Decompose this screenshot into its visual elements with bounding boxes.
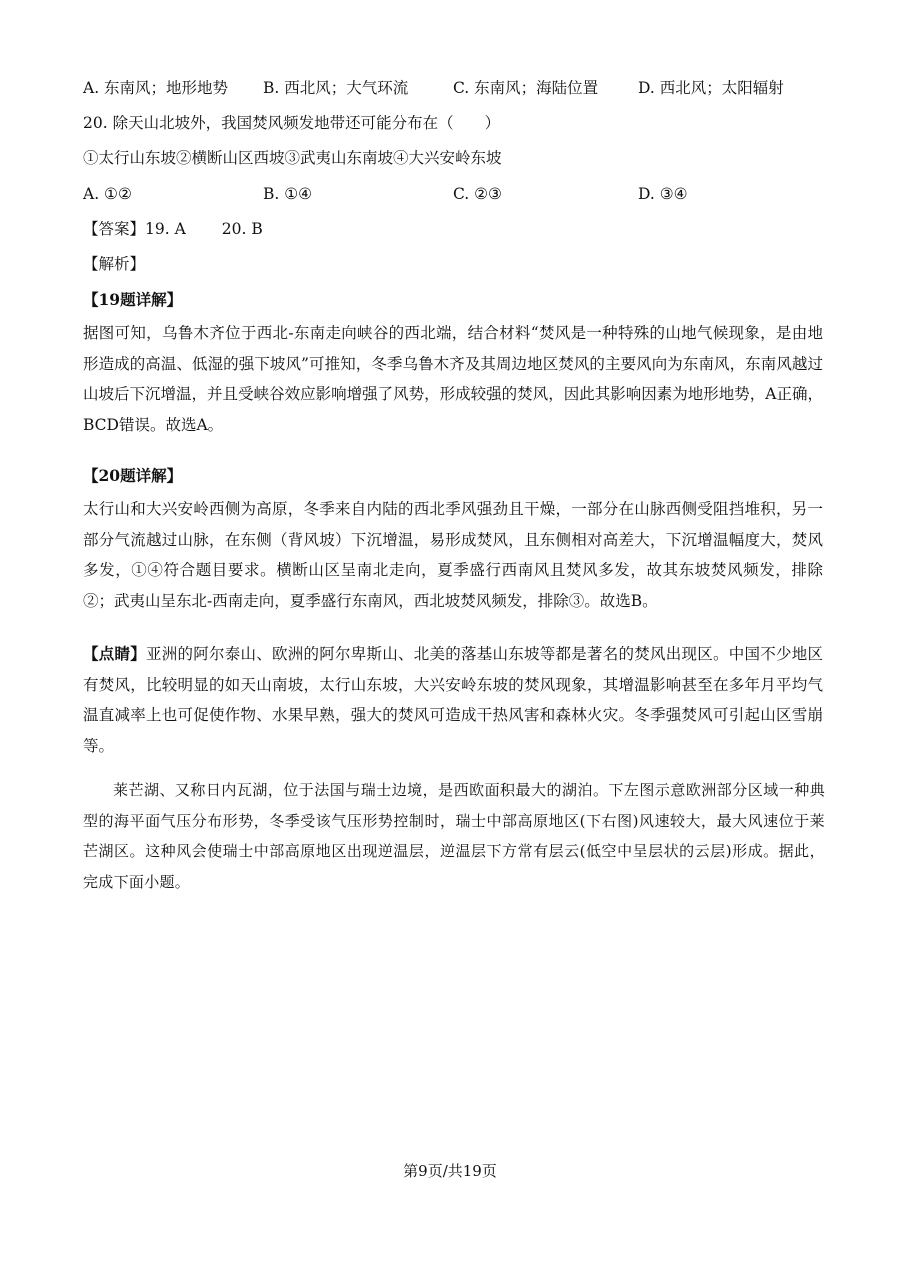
detail19-heading: 【19题详解】 [83,290,183,309]
q19-option-c: C. 东南风；海陆位置 [453,79,599,97]
q19-options [83,77,823,99]
q20-option-a: A. ①② [83,185,132,203]
answer-q20: 20. B [221,220,263,238]
q20-option-b: B. ①④ [263,185,313,203]
q19-option-b: B. 西北风；大气环流 [263,79,409,97]
q20-options [83,183,823,205]
detail20-text: 太行山和大兴安岭西侧为高原，冬季来自内陆的西北季风强劲且干燥，一部分在山脉西侧受阻挡堆积，另一部分气流越过山脉，在东侧（背风坡）下沉增温，易形成焚风，且东侧相对高差大，下沉增温幅度大，焚风多发，①④符合题目要求。横断山区呈南北走向，夏季盛行西南风且焚风多发，故其东坡焚风频发，排除②；武夷山呈东北-西南走向，夏季盛行东南风，西北坡焚风频发，排除③。故选B。 [83,500,823,610]
q19-option-a: A. 东南风；地形地势 [83,79,229,97]
detail20-heading: 【20题详解】 [83,466,183,485]
tip-text: 亚洲的阿尔泰山、欧洲的阿尔卑斯山、北美的落基山东坡等都是著名的焚风出现区。中国不少地区有焚风，比较明显的如天山南坡，太行山东坡，大兴安岭东坡的焚风现象，其增温影响甚至在多年月平均气温直减率上也可促使作物、水果早熟，强大的焚风可造成干热风害和森林火灾。冬季强焚风可引起山区雪崩等。 [83,645,823,755]
answer-line [83,218,823,240]
q20-items: ①太行山东坡②横断山区西坡③武夷山东南坡④大兴安岭东坡 [83,149,502,167]
material-paragraph: 莱芒湖、又称日内瓦湖，位于法国与瑞士边境，是西欧面积最大的湖泊。下左图示意欧洲部分区域一种典型的海平面气压分布形势，冬季受该气压形势控制时，瑞士中部高原地区(下右图)风速较大，最大风速位于莱芒湖区。这种风会使瑞士中部高原地区出现逆温层，逆温层下方常有层云(低空中呈层状的云层)形成。据此，完成下面小题。 [83,781,825,891]
analysis-label: 【解析】 [83,255,146,273]
q20-option-d: D. ③④ [638,185,688,203]
tip-paragraph [83,639,823,761]
detail19-text: 据图可知，乌鲁木齐位于西北-东南走向峡谷的西北端，结合材料“焚风是一种特殊的山地气候现象，是由地形造成的高温、低湿的强下坡风”可推知，冬季乌鲁木齐及其周边地区焚风的主要风向为东南风，东南风越过山坡后下沉增温，并且受峡谷效应影响增强了风势，形成较强的焚风，因此其影响因素为地形地势，A正确，BCD错误。故选A。 [83,324,823,434]
answer-label: 【答案】 [83,220,146,238]
q20-stem: 20. 除天山北坡外，我国焚风频发地带还可能分布在（ ） [83,114,501,132]
tip-label: 【点睛】 [83,644,146,663]
page-footer: 第9页/共19页 [403,1162,497,1180]
q19-option-d: D. 西北风；太阳辐射 [638,79,784,97]
answer-q19: 19. A [145,220,186,238]
q20-option-c: C. ②③ [453,185,502,203]
